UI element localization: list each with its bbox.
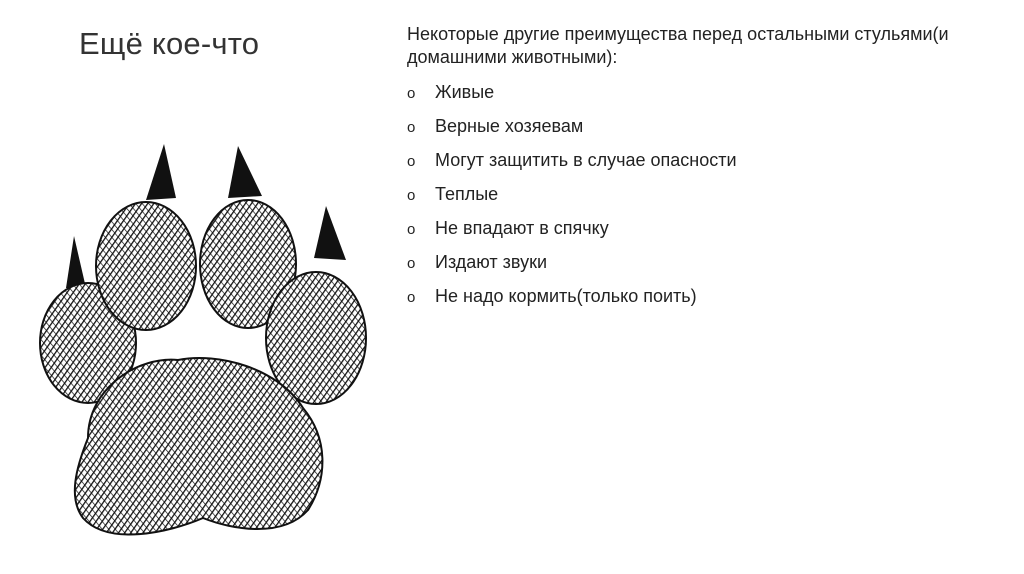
bullet-list (407, 81, 997, 308)
bullet-marker: o (407, 289, 416, 306)
claw-3 (228, 146, 262, 198)
list-item (407, 285, 997, 308)
bullet-marker: o (407, 153, 416, 170)
bullet-marker: o (407, 85, 416, 102)
toe-pad-2 (96, 202, 196, 330)
paw-print-icon (28, 138, 378, 548)
claw-1 (66, 236, 86, 288)
slide-title: Ещё кое-что (79, 26, 260, 61)
intro-text: Некоторые другие преимущества перед остальными стульями(и домашними животными): (407, 24, 949, 67)
list-item (407, 251, 997, 274)
list-item-text: Могут защитить в случае опасности (435, 150, 737, 170)
claw-2 (146, 144, 176, 200)
bullet-marker: o (407, 221, 416, 238)
list-item-text: Живые (435, 82, 495, 102)
list-item-text: Издают звуки (435, 252, 548, 272)
list-item (407, 81, 997, 104)
bullet-marker: o (407, 187, 416, 204)
list-item-text: Не надо кормить(только поить) (435, 286, 697, 306)
list-item (407, 115, 997, 138)
list-item (407, 149, 997, 172)
bullet-marker: o (407, 119, 416, 136)
list-item (407, 217, 997, 240)
list-item (407, 183, 997, 206)
list-item-text: Верные хозяевам (435, 116, 584, 136)
claw-4 (314, 206, 346, 260)
bullet-marker: o (407, 255, 416, 272)
list-item-text: Теплые (435, 184, 499, 204)
content-block (407, 23, 997, 319)
list-item-text: Не впадают в спячку (435, 218, 609, 238)
